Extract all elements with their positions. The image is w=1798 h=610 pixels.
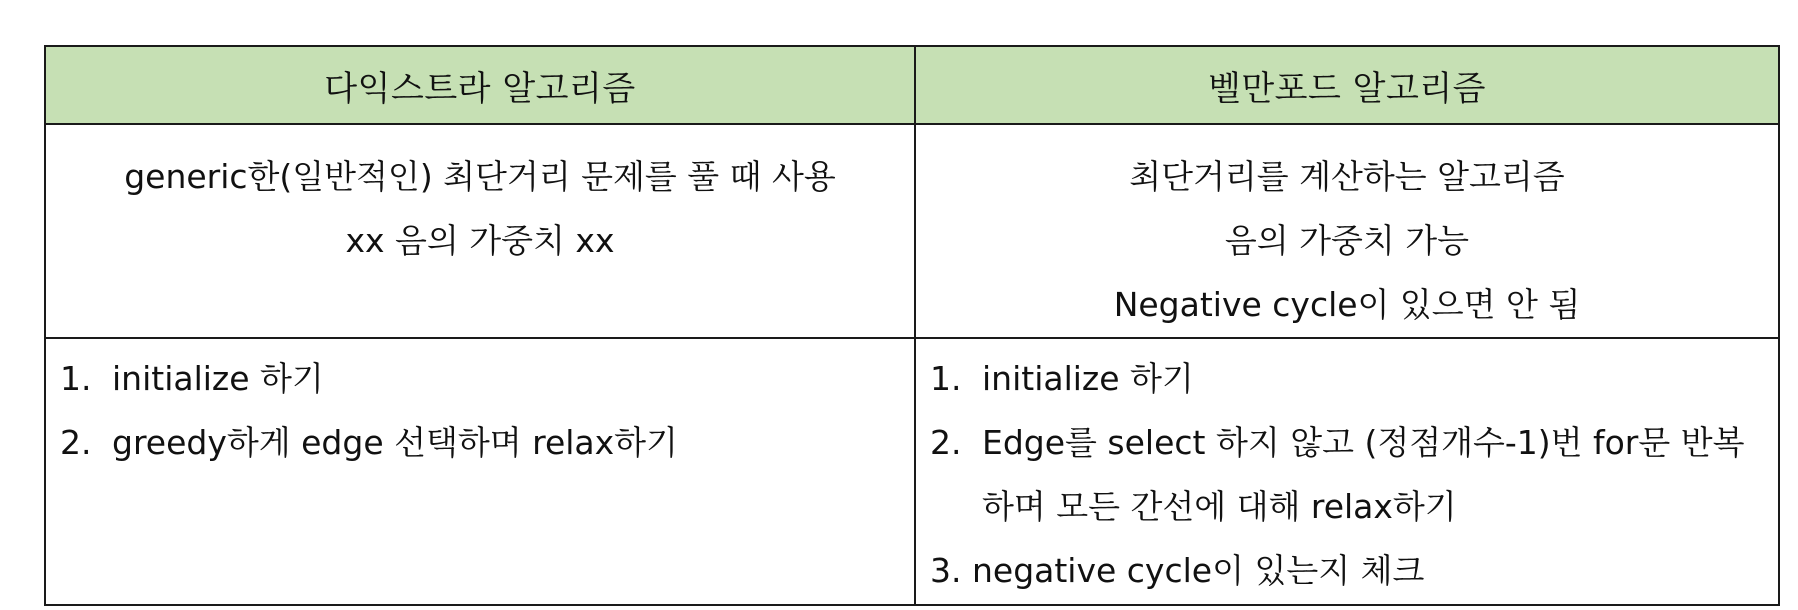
step-item <box>930 411 1768 539</box>
description-row <box>45 124 1779 338</box>
steps-row <box>45 338 1779 605</box>
header-bellman-ford: 벨만포드 알고리즘 <box>915 46 1779 124</box>
description-list-bellman-ford <box>916 125 1778 337</box>
steps-cell-dijkstra <box>45 338 915 605</box>
description-line: 음의 가중치 가능 <box>1224 221 1470 260</box>
description-line: 최단거리를 계산하는 알고리즘 <box>1129 157 1565 196</box>
step-number: 2. <box>60 423 92 462</box>
step-text: initialize 하기 <box>112 359 324 398</box>
step-text: 3. negative cycle이 있는지 체크 <box>930 551 1425 590</box>
step-item <box>60 347 904 411</box>
step-item <box>930 539 1768 603</box>
step-text: greedy하게 edge 선택하며 relax하기 <box>112 423 678 462</box>
step-number: 2. <box>930 423 962 462</box>
step-item <box>930 347 1768 411</box>
comparison-table <box>44 45 1780 606</box>
header-dijkstra: 다익스트라 알고리즘 <box>45 46 915 124</box>
steps-list-bellman-ford <box>916 339 1778 603</box>
description-cell-dijkstra <box>45 124 915 338</box>
step-text: initialize 하기 <box>982 359 1194 398</box>
step-text: Edge를 select 하지 않고 (정점개수-1)번 for문 반복하며 모든 간선에 대해 relax하기 <box>982 423 1745 526</box>
description-line: generic한(일반적인) 최단거리 문제를 풀 때 사용 <box>124 157 836 196</box>
step-number: 1. <box>60 359 92 398</box>
description-line: xx 음의 가중치 xx <box>345 221 615 260</box>
header-row <box>45 46 1779 124</box>
description-list-dijkstra <box>46 125 914 273</box>
step-number: 1. <box>930 359 962 398</box>
steps-cell-bellman-ford <box>915 338 1779 605</box>
description-line: Negative cycle이 있으면 안 됨 <box>1113 285 1581 324</box>
description-cell-bellman-ford <box>915 124 1779 338</box>
step-item <box>60 411 904 475</box>
steps-list-dijkstra <box>46 339 914 475</box>
